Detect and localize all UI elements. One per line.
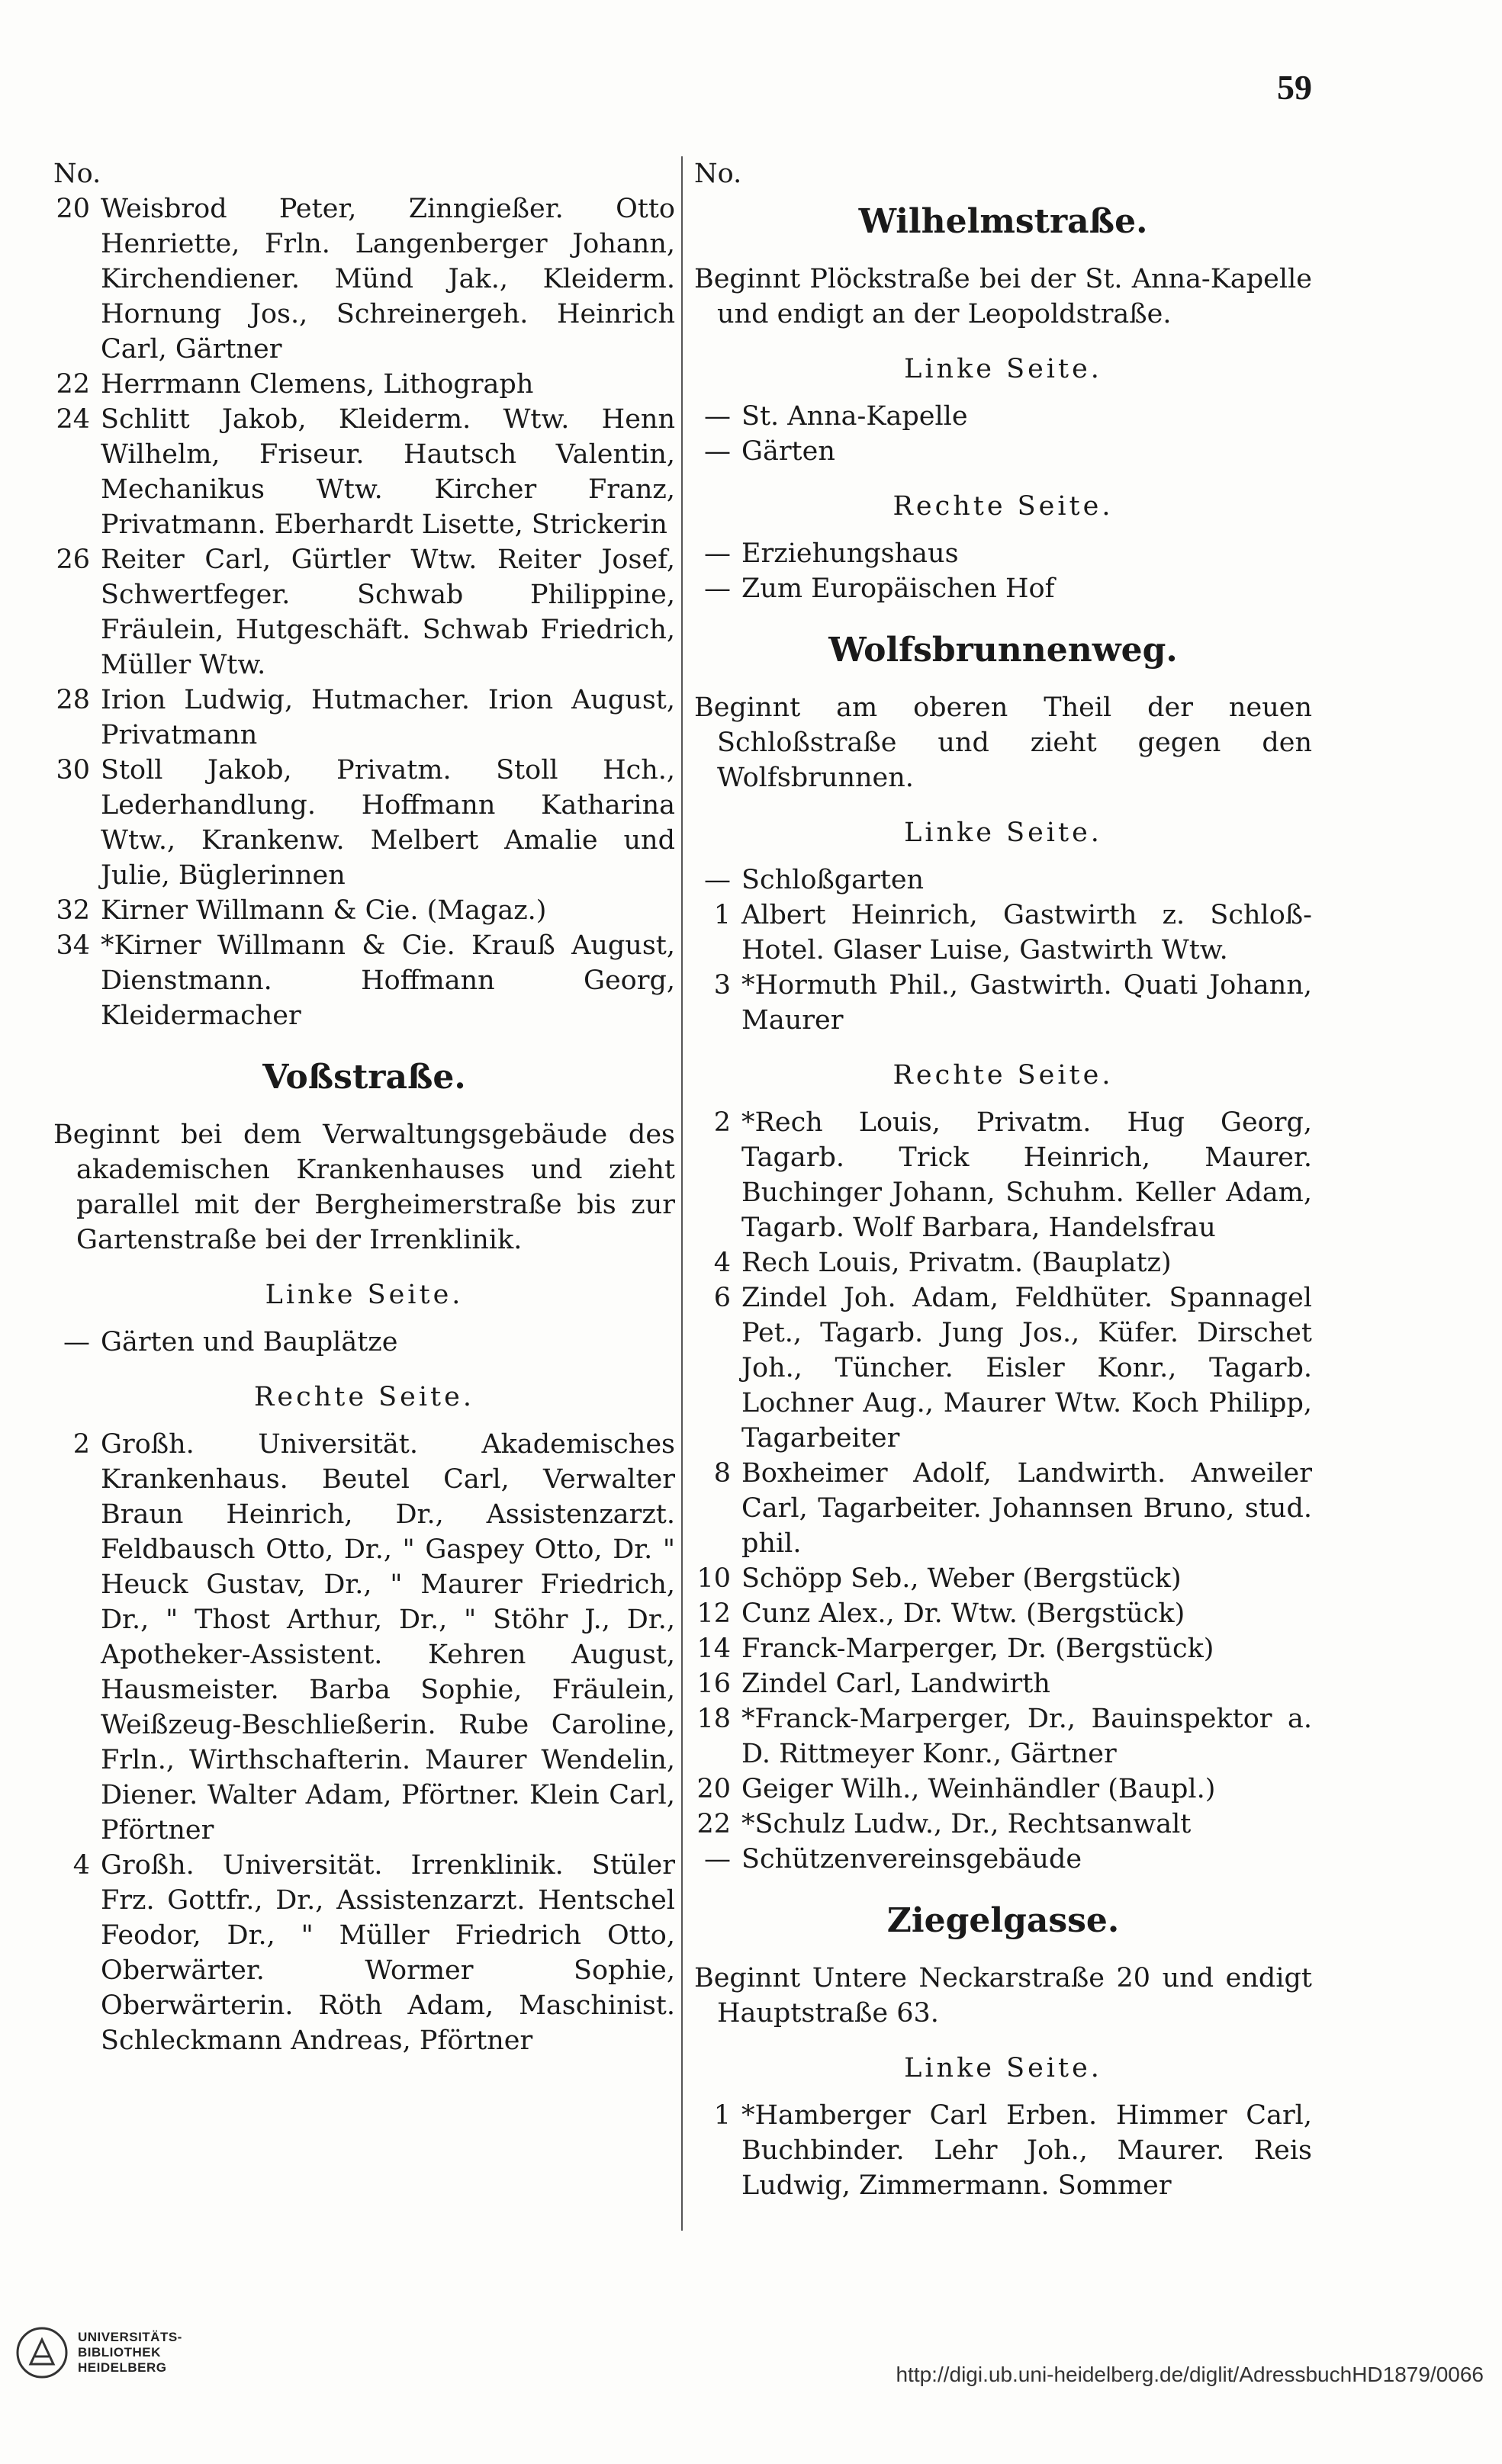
- address-entry: [694, 571, 1312, 606]
- column-divider: [681, 156, 683, 2231]
- left-column: [53, 156, 675, 2058]
- residents-text: Schlitt Jakob, Kleiderm. Wtw. Henn Wilhelm, Friseur. Hautsch Valentin, Mechanikus Wtw. Kircher Franz, Privatmann. Eberhardt Lisette, Strickerin: [101, 404, 675, 540]
- house-number: 2: [72, 1429, 90, 1460]
- house-number: 3: [713, 970, 731, 1001]
- house-number: 12: [696, 1598, 731, 1629]
- address-entry: [694, 1561, 1312, 1596]
- street-description: Beginnt Plöckstraße bei der St. Anna-Kapelle und endigt an der Leopoldstraße.: [694, 264, 1312, 329]
- address-entry: [694, 2098, 1312, 2203]
- house-number: —: [704, 573, 731, 604]
- residents-text: Zum Europäischen Hof: [741, 573, 1055, 604]
- street-title: Wilhelmstraße.: [858, 202, 1148, 241]
- address-entry: [694, 1631, 1312, 1666]
- residents-text: Großh. Universität. Akademisches Krankenhaus. Beutel Carl, Verwalter Braun Heinrich, Dr., Assistenzarzt. Feldbausch Otto, Dr., " Gaspey Otto, Dr. " Heuck Gustav, Dr., " Maurer Friedrich, Dr., " Thost Arthur, Dr., " Stöhr J., Dr., Apotheker-Assistent. Kehren August, Hausmeister. Barba Sophie, Fräulein, Weißzeug-Beschließerin. Rube Caroline, Frln., Wirthschafterin. Maurer Wendelin, Diener. Walter Adam, Pförtner. Klein Carl, Pförtner: [101, 1429, 675, 1846]
- house-number: 4: [713, 1248, 731, 1278]
- left-side-header: Linke Seite.: [904, 354, 1102, 384]
- address-entry: [694, 1807, 1312, 1842]
- entry-list: [694, 2098, 1312, 2203]
- house-number: 34: [56, 930, 90, 961]
- address-entry: [694, 968, 1312, 1038]
- residents-text: Zindel Carl, Landwirth: [741, 1669, 1050, 1699]
- house-number: 22: [696, 1809, 731, 1839]
- residents-text: Cunz Alex., Dr. Wtw. (Bergstück): [741, 1598, 1185, 1629]
- library-name-line: HEIDELBERG: [78, 2360, 167, 2375]
- house-number: —: [704, 1844, 731, 1875]
- entry-list: [53, 1427, 675, 2058]
- address-entry: [53, 1325, 675, 1360]
- residents-text: Erziehungshaus: [741, 538, 959, 569]
- residents-text: Weisbrod Peter, Zinngießer. Otto Henriette, Frln. Langenberger Johann, Kirchendiener. Münd Jak., Kleiderm. Hornung Jos., Schreinergeh. Heinrich Carl, Gärtner: [101, 194, 675, 365]
- house-number: 2: [713, 1107, 731, 1138]
- entry-list: [694, 1105, 1312, 1877]
- residents-text: Boxheimer Adolf, Landwirth. Anweiler Carl, Tagarbeiter. Johannsen Bruno, stud. phil.: [741, 1458, 1312, 1559]
- entry-list: [694, 399, 1312, 469]
- address-entry: [694, 1701, 1312, 1772]
- house-number: 18: [696, 1704, 731, 1734]
- address-entry: [53, 683, 675, 753]
- house-number: 26: [56, 545, 90, 575]
- residents-text: Franck-Marperger, Dr. (Bergstück): [741, 1634, 1214, 1664]
- house-number: 30: [56, 755, 90, 785]
- right-side-header: Rechte Seite.: [254, 1382, 474, 1412]
- address-entry: [694, 1596, 1312, 1631]
- address-entry: [694, 1245, 1312, 1280]
- source-url[interactable]: http://digi.ub.uni-heidelberg.de/diglit/AdressbuchHD1879/0066: [896, 2363, 1484, 2386]
- house-number: 1: [713, 2100, 731, 2131]
- house-number: —: [63, 1327, 90, 1357]
- house-number: —: [704, 401, 731, 432]
- address-entry: [53, 1848, 675, 2058]
- residents-text: Albert Heinrich, Gastwirth z. Schloß-Hotel. Glaser Luise, Gastwirth Wtw.: [741, 900, 1312, 965]
- residents-text: Rech Louis, Privatm. (Bauplatz): [741, 1248, 1172, 1278]
- address-entry: [53, 928, 675, 1033]
- house-number: 4: [72, 1850, 90, 1881]
- house-number: 6: [713, 1283, 731, 1313]
- address-entry: [53, 402, 675, 542]
- residents-text: Schöpp Seb., Weber (Bergstück): [741, 1563, 1182, 1594]
- left-side-header: Linke Seite.: [265, 1280, 464, 1310]
- address-entry: [53, 191, 675, 367]
- right-side-header: Rechte Seite.: [893, 1060, 1114, 1091]
- page-number: 59: [1277, 68, 1312, 107]
- address-entry: [694, 434, 1312, 469]
- left-side-header: Linke Seite.: [904, 818, 1102, 848]
- street-description: Beginnt am oberen Theil der neuen Schloßstraße und zieht gegen den Wolfsbrunnen.: [694, 692, 1312, 793]
- address-entry: [694, 1842, 1312, 1877]
- house-number: 20: [56, 194, 90, 224]
- residents-text: Kirner Willmann & Cie. (Magaz.): [101, 895, 547, 926]
- address-entry: [694, 898, 1312, 968]
- residents-text: Geiger Wilh., Weinhändler (Baupl.): [741, 1774, 1216, 1804]
- residents-text: Schloßgarten: [741, 865, 925, 895]
- right-side-header: Rechte Seite.: [893, 491, 1114, 522]
- residents-text: *Rech Louis, Privatm. Hug Georg, Tagarb. Trick Heinrich, Maurer. Buchinger Johann, Schuhm. Keller Adam, Tagarb. Wolf Barbara, Handelsfrau: [741, 1107, 1312, 1243]
- house-number: 16: [696, 1669, 731, 1699]
- house-number: 10: [696, 1563, 731, 1594]
- residents-text: Schützenvereinsgebäude: [741, 1844, 1082, 1875]
- entry-list: [694, 863, 1312, 1038]
- address-entry: [53, 367, 675, 402]
- entry-list: [53, 191, 675, 1033]
- address-entry: [694, 1280, 1312, 1456]
- entry-list: [53, 1325, 675, 1360]
- address-entry: [694, 1666, 1312, 1701]
- residents-text: Großh. Universität. Irrenklinik. Stüler Frz. Gottfr., Dr., Assistenzarzt. Hentschel Feodor, Dr., " Müller Friedrich Otto, Oberwärter. Wormer Sophie, Oberwärterin. Röth Adam, Maschinist. Schleckmann Andreas, Pförtner: [101, 1850, 675, 2056]
- address-entry: [694, 399, 1312, 434]
- house-number: 28: [56, 685, 90, 715]
- entry-list: [694, 536, 1312, 606]
- house-number: —: [704, 865, 731, 895]
- library-name-line: UNIVERSITÄTS-: [78, 2330, 182, 2344]
- house-number: —: [704, 538, 731, 569]
- residents-text: Gärten: [741, 436, 835, 467]
- address-entry: [53, 542, 675, 683]
- house-number: 1: [713, 900, 731, 930]
- residents-text: Irion Ludwig, Hutmacher. Irion August, Privatmann: [101, 685, 675, 750]
- residents-text: Gärten und Bauplätze: [101, 1327, 398, 1357]
- library-logo: [15, 2326, 182, 2379]
- street-description: Beginnt Untere Neckarstraße 20 und endigt Hauptstraße 63.: [694, 1963, 1312, 2029]
- address-entry: [694, 1456, 1312, 1561]
- residents-text: Reiter Carl, Gürtler Wtw. Reiter Josef, Schwertfeger. Schwab Philippine, Fräulein, Hutgeschäft. Schwab Friedrich, Müller Wtw.: [101, 545, 675, 680]
- library-name-line: BIBLIOTHEK: [78, 2345, 161, 2360]
- house-number: 24: [56, 404, 90, 435]
- house-number: 32: [56, 895, 90, 926]
- street-title: Voßstraße.: [262, 1058, 466, 1097]
- left-side-header: Linke Seite.: [904, 2053, 1102, 2083]
- address-entry: [53, 1427, 675, 1848]
- house-number: 20: [696, 1774, 731, 1804]
- residents-text: *Schulz Ludw., Dr., Rechtsanwalt: [741, 1809, 1192, 1839]
- library-seal-icon: [15, 2326, 69, 2379]
- street-title: Wolfsbrunnenweg.: [828, 631, 1178, 670]
- number-column-label: No.: [53, 159, 101, 189]
- address-entry: [694, 1772, 1312, 1807]
- house-number: —: [704, 436, 731, 467]
- library-name: [78, 2330, 182, 2376]
- house-number: 14: [696, 1634, 731, 1664]
- number-column-label: No.: [694, 159, 742, 189]
- house-number: 8: [713, 1458, 731, 1489]
- residents-text: *Franck-Marperger, Dr., Bauinspektor a. D. Rittmeyer Konr., Gärtner: [741, 1704, 1312, 1769]
- address-entry: [694, 1105, 1312, 1245]
- address-entry: [694, 536, 1312, 571]
- residents-text: Herrmann Clemens, Lithograph: [101, 369, 534, 400]
- residents-text: St. Anna-Kapelle: [741, 401, 968, 432]
- address-entry: [53, 893, 675, 928]
- street-description: Beginnt bei dem Verwaltungsgebäude des akademischen Krankenhauses und zieht parallel mit der Bergheimerstraße bis zur Gartenstraße bei der Irrenklinik.: [53, 1120, 675, 1255]
- residents-text: Zindel Joh. Adam, Feldhüter. Spannagel Pet., Tagarb. Jung Jos., Küfer. Dirschet Joh., Tüncher. Eisler Konr., Tagarb. Lochner Aug., Maurer Wtw. Koch Philipp, Tagarbeiter: [741, 1283, 1312, 1454]
- residents-text: *Hamberger Carl Erben. Himmer Carl, Buchbinder. Lehr Joh., Maurer. Reis Ludwig, Zimmermann. Sommer: [741, 2100, 1312, 2201]
- street-title: Ziegelgasse.: [886, 1901, 1120, 1940]
- address-entry: [53, 753, 675, 893]
- house-number: 22: [56, 369, 90, 400]
- residents-text: Stoll Jakob, Privatm. Stoll Hch., Lederhandlung. Hoffmann Katharina Wtw., Krankenw. Melbert Amalie und Julie, Büglerinnen: [101, 755, 675, 891]
- residents-text: *Hormuth Phil., Gastwirth. Quati Johann, Maurer: [741, 970, 1312, 1036]
- right-column: [694, 156, 1312, 2203]
- address-entry: [694, 863, 1312, 898]
- residents-text: *Kirner Willmann & Cie. Krauß August, Dienstmann. Hoffmann Georg, Kleidermacher: [101, 930, 675, 1031]
